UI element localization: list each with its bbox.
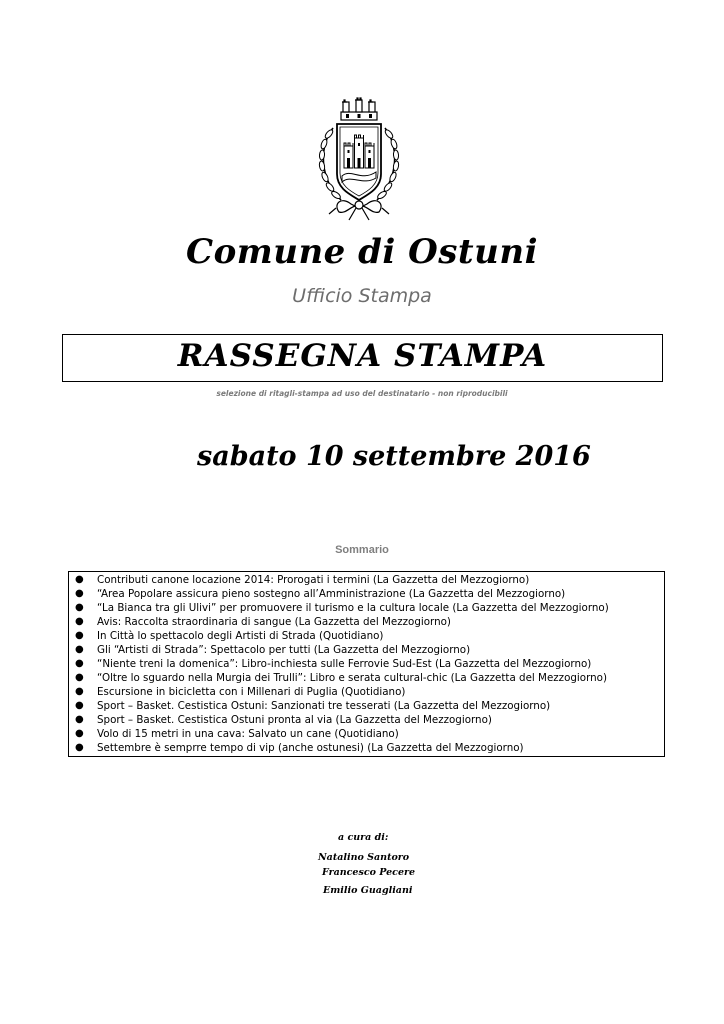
list-item-text: Sport – Basket. Cestistica Ostuni pronta al via (La Gazzetta del Mezzogiorno) [97, 714, 492, 726]
banner-box [62, 334, 663, 382]
municipality-title: Comune di Ostuni [186, 232, 538, 272]
list-item [69, 629, 664, 643]
list-item [69, 727, 664, 741]
bullet-icon: ● [75, 714, 84, 725]
list-item [69, 643, 664, 657]
list-item-text: Settembre è semprre tempo di vip (anche ostunesi) (La Gazzetta del Mezzogiorno) [97, 742, 524, 754]
banner-title: RASSEGNA STAMPA [177, 338, 548, 374]
list-item [69, 573, 664, 587]
list-item-text: “Area Popolare assicura pieno sostegno all’Amministrazione (La Gazzetta del Mezzogiorno) [97, 588, 566, 600]
bullet-icon: ● [75, 588, 84, 599]
bullet-icon: ● [75, 700, 84, 711]
bullet-icon: ● [75, 728, 84, 739]
bullet-icon: ● [75, 742, 84, 753]
list-item-text: “La Bianca tra gli Ulivi” per promuovere il turismo e la cultura locale (La Gazzetta del Mezzogiorno) [97, 602, 609, 614]
list-item-text: “Niente treni la domenica”: Libro-inchiesta sulle Ferrovie Sud-Est (La Gazzetta del Mezzogiorno) [97, 658, 592, 670]
list-item [69, 699, 664, 713]
list-item [69, 657, 664, 671]
list-item [69, 601, 664, 615]
bullet-icon: ● [75, 630, 84, 641]
list-item [69, 741, 664, 755]
bullet-icon: ● [75, 658, 84, 669]
bullet-icon: ● [75, 616, 84, 627]
bullet-icon: ● [75, 602, 84, 613]
summary-heading: Sommario [335, 544, 389, 556]
list-item-text: In Città lo spettacolo degli Artisti di Strada (Quotidiano) [97, 630, 384, 642]
credits-name: Natalino Santoro [318, 852, 410, 863]
bullet-icon: ● [75, 574, 84, 585]
issue-date: sabato 10 settembre 2016 [197, 441, 591, 472]
list-item [69, 671, 664, 685]
office-subtitle: Ufficio Stampa [292, 285, 432, 307]
credits-name: Emilio Guagliani [323, 885, 413, 896]
bullet-icon: ● [75, 644, 84, 655]
banner-note: selezione di ritagli-stampa ad uso del destinatario - non riproducibili [216, 389, 508, 398]
list-item [69, 713, 664, 727]
list-item-text: Sport – Basket. Cestistica Ostuni: Sanzionati tre tesserati (La Gazzetta del Mezzogiorno) [97, 700, 551, 712]
summary-list [69, 573, 664, 755]
credits-label: a cura di: [338, 832, 389, 843]
list-item [69, 587, 664, 601]
list-item-text: Gli “Artisti di Strada”: Spettacolo per tutti (La Gazzetta del Mezzogiorno) [97, 644, 471, 656]
summary-box [68, 571, 665, 757]
bullet-icon: ● [75, 686, 84, 697]
coat-of-arms-emblem [311, 96, 407, 222]
bullet-icon: ● [75, 672, 84, 683]
list-item-text: Avis: Raccolta straordinaria di sangue (La Gazzetta del Mezzogiorno) [97, 616, 451, 628]
credits-name: Francesco Pecere [322, 867, 416, 878]
list-item [69, 685, 664, 699]
list-item [69, 615, 664, 629]
list-item-text: Volo di 15 metri in una cava: Salvato un cane (Quotidiano) [97, 728, 399, 740]
list-item-text: Escursione in bicicletta con i Millenari di Puglia (Quotidiano) [97, 686, 406, 698]
list-item-text: Contributi canone locazione 2014: Prorogati i termini (La Gazzetta del Mezzogiorno) [97, 574, 530, 586]
list-item-text: “Oltre lo sguardo nella Murgia dei Trulli”: Libro e serata cultural-chic (La Gazzetta del Mezzogiorno) [97, 672, 607, 684]
